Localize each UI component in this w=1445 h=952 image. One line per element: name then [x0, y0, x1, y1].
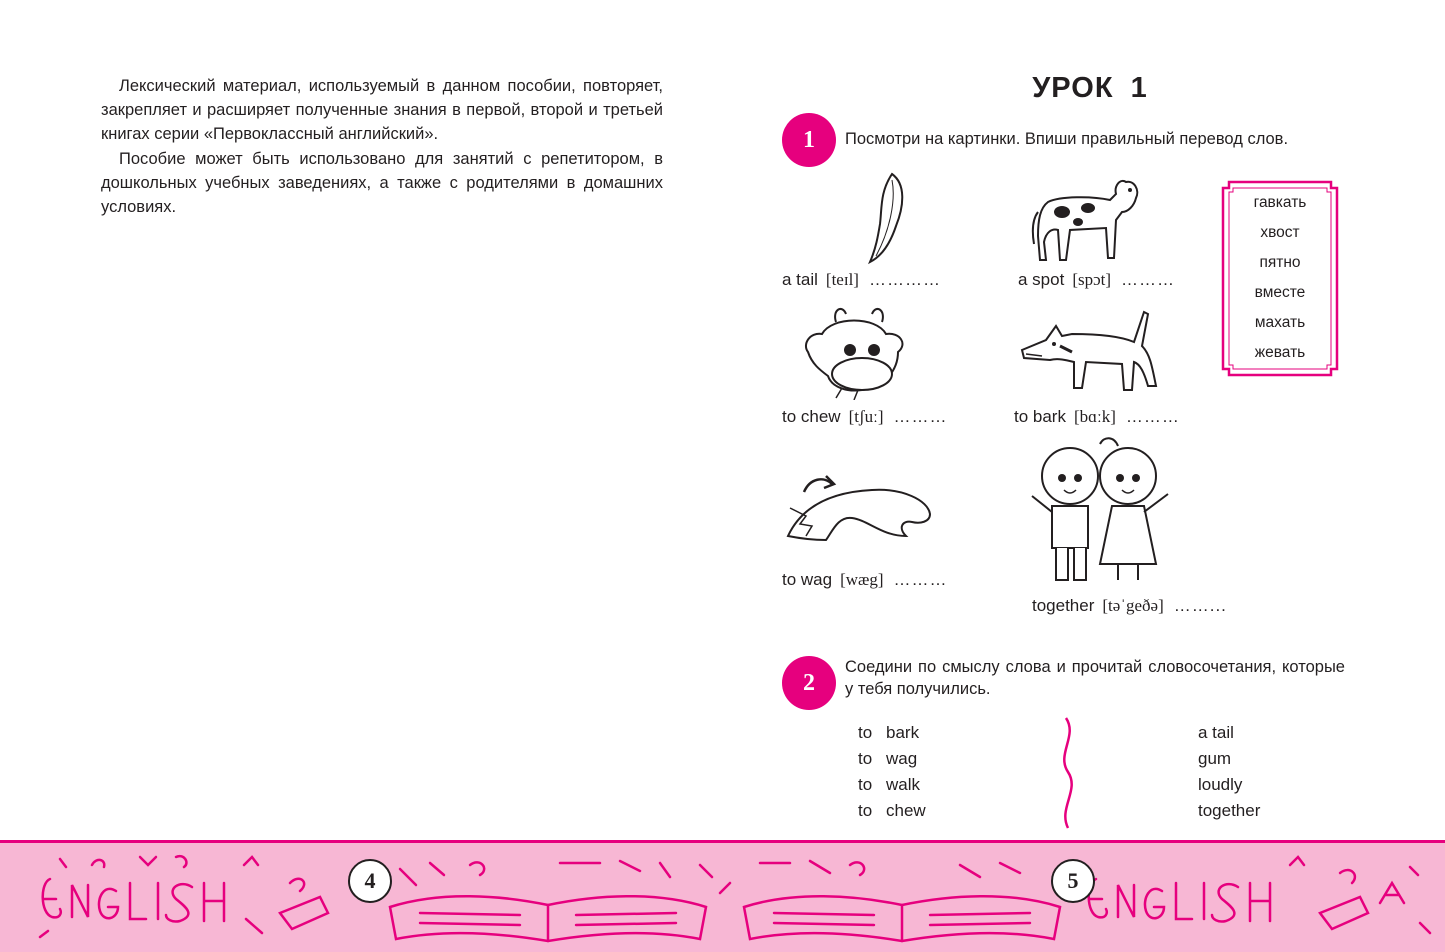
caption-wag	[782, 570, 948, 590]
wavy-divider	[1056, 716, 1080, 830]
caption-word: together	[1032, 596, 1095, 615]
word-list	[1219, 188, 1341, 368]
caption-word: a tail	[782, 270, 818, 289]
caption-ipa: [teɪl]	[825, 270, 859, 289]
caption-ipa: [wæg]	[840, 570, 884, 589]
exercise-1-instruction: Посмотри на картинки. Впиши правильный перевод слов.	[845, 130, 1289, 148]
caption-spot	[1018, 270, 1175, 290]
word-box-item: пятно	[1259, 254, 1301, 271]
wagging-tail-picture	[782, 466, 938, 546]
exercise-2-instruction: Соедини по смыслу слова и прочитай словосочетания, которые у тебя получились.	[845, 658, 1345, 698]
word-box-item: махать	[1254, 314, 1306, 331]
word-box-item: хвост	[1260, 224, 1300, 241]
intro-text	[101, 74, 663, 219]
caption-ipa: [bɑːk]	[1073, 407, 1116, 426]
calf-chewing-picture	[802, 304, 910, 400]
caption-together	[1032, 596, 1227, 616]
right-item[interactable]: together	[1198, 801, 1261, 820]
left-item[interactable]: to wag	[858, 749, 918, 768]
right-column	[1198, 720, 1260, 824]
caption-bark	[1014, 407, 1180, 427]
answer-blank[interactable]: ……...	[1173, 596, 1227, 615]
boy-and-girl-picture	[1022, 436, 1178, 586]
page-number-right: 5	[1051, 859, 1095, 903]
right-item[interactable]: gum	[1198, 749, 1232, 768]
caption-ipa: [tʃuː]	[848, 407, 884, 426]
left-item[interactable]: to walk	[858, 775, 921, 794]
caption-ipa: [təˈgeðə]	[1102, 596, 1164, 615]
word-box-item: гавкать	[1253, 194, 1307, 211]
caption-chew	[782, 407, 948, 427]
caption-ipa: [spɔt]	[1072, 270, 1112, 289]
caption-word: a spot	[1018, 270, 1065, 289]
caption-tail	[782, 270, 941, 290]
answer-blank[interactable]: ………	[893, 407, 948, 426]
intro-paragraph-2: Пособие может быть использовано для занятий с репетитором, в дошкольных учебных заведениях, а также с родителями в домашних условиях.	[101, 149, 663, 217]
left-item[interactable]: to chew	[858, 801, 926, 820]
answer-blank[interactable]: ………	[1121, 270, 1176, 289]
exercise-2-badge: 2	[782, 656, 836, 710]
caption-word: to bark	[1014, 407, 1066, 426]
answer-blank[interactable]: …………	[868, 270, 941, 289]
answer-blank[interactable]: ………	[1125, 407, 1180, 426]
decorative-footer	[0, 840, 1445, 952]
word-box-item: вместе	[1254, 284, 1306, 301]
translation-word-box	[1219, 178, 1341, 379]
caption-word: to chew	[782, 407, 841, 426]
right-item[interactable]: a tail	[1198, 723, 1234, 742]
cow-picture	[1030, 172, 1142, 268]
page-number-left: 4	[348, 859, 392, 903]
answer-blank[interactable]: ………	[893, 570, 948, 589]
dog-barking-picture	[1016, 306, 1164, 394]
lesson-title: УРОК 1	[1032, 72, 1148, 104]
caption-word: to wag	[782, 570, 833, 589]
footer-doodles	[0, 843, 1445, 952]
intro-paragraph-1: Лексический материал, используемый в данном пособии, повторяет, закрепляет и расширяет полученные знания в первой, второй и третьей книгах серии «Первоклассный английский».	[101, 77, 663, 144]
tail-picture	[862, 170, 912, 266]
right-item[interactable]: loudly	[1198, 775, 1243, 794]
exercise-1-badge: 1	[782, 113, 836, 167]
left-column	[858, 720, 926, 824]
left-item[interactable]: to bark	[858, 723, 920, 742]
word-box-item: жевать	[1254, 344, 1306, 361]
